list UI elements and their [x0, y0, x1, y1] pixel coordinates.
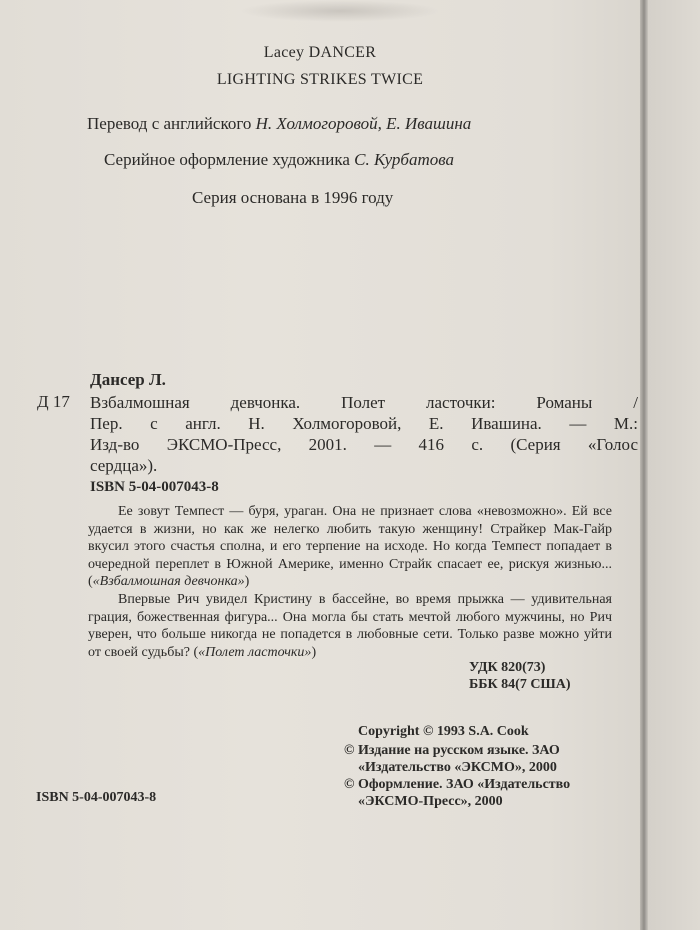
annotation-paragraph: Ее зовут Темпест — буря, ураган. Она не признает слова «невозможно». Ей все удается в жизни, но как же нелегко любить такую женщину! Страйкер Мак-Гайр вкусил этого счастья сполна, и его терпение на исходе. Но когда Темпест попадает в очередной переплет в Южной Америке, именно Страйк спасает ее, рискуя жизнью... («Взбалмошная девчонка») [88, 504, 612, 590]
catalog-isbn: ISBN 5-04-007043-8 [90, 479, 219, 495]
catalog-line: Пер. с англ. Н. Холмогоровой, Е. Ивашина. — М.: [90, 414, 638, 433]
print-bleed-through [240, 0, 440, 22]
catalog-line: Изд-во ЭКСМО-Пресс, 2001. — 416 с. (Серия «Голос [90, 435, 638, 454]
translation-credit: Перевод с английского Н. Холмогоровой, Е. Ивашина [87, 114, 472, 133]
annotation [88, 503, 612, 661]
catalog-line: Взбалмошная девчонка. Полет ласточки: Романы / [90, 393, 638, 412]
catalog-description [90, 392, 638, 476]
copyright-line: © Издание на русском языке. ЗАО [344, 743, 560, 758]
annotation-paragraph: Впервые Рич увидел Кристину в бассейне, во время прыжка — удивительная грация, божественная фигура... Она могла бы стать мечтой любого мужчины, но Рич уверен, что больше никогда не попадется в любовные сети. Только разве можно уйти от своей судьбы? («Полет ласточки») [88, 591, 612, 660]
catalog-author: Дансер Л. [90, 370, 166, 389]
copyright-line: Copyright © 1993 S.A. Cook [358, 724, 529, 739]
next-page-margin [648, 0, 700, 930]
catalog-line: сердца»). [90, 456, 158, 475]
footer-isbn: ISBN 5-04-007043-8 [36, 790, 157, 805]
design-credit: Серийное оформление художника С. Курбатова [104, 150, 454, 169]
copyright-line: © Оформление. ЗАО «Издательство [344, 777, 571, 792]
series-founded: Серия основана в 1996 году [192, 188, 394, 207]
title-english: LIGHTING STRIKES TWICE [216, 71, 424, 88]
copyright-line: «Издательство «ЭКСМО», 2000 [358, 760, 557, 775]
author-english: Lacey DANCER [263, 44, 377, 61]
bbk-code: ББК 84(7 США) [469, 677, 571, 692]
page-edge [640, 0, 648, 930]
catalog-code: Д 17 [37, 392, 70, 411]
copyright-line: «ЭКСМО-Пресс», 2000 [358, 794, 503, 809]
udk-code: УДК 820(73) [469, 660, 546, 675]
